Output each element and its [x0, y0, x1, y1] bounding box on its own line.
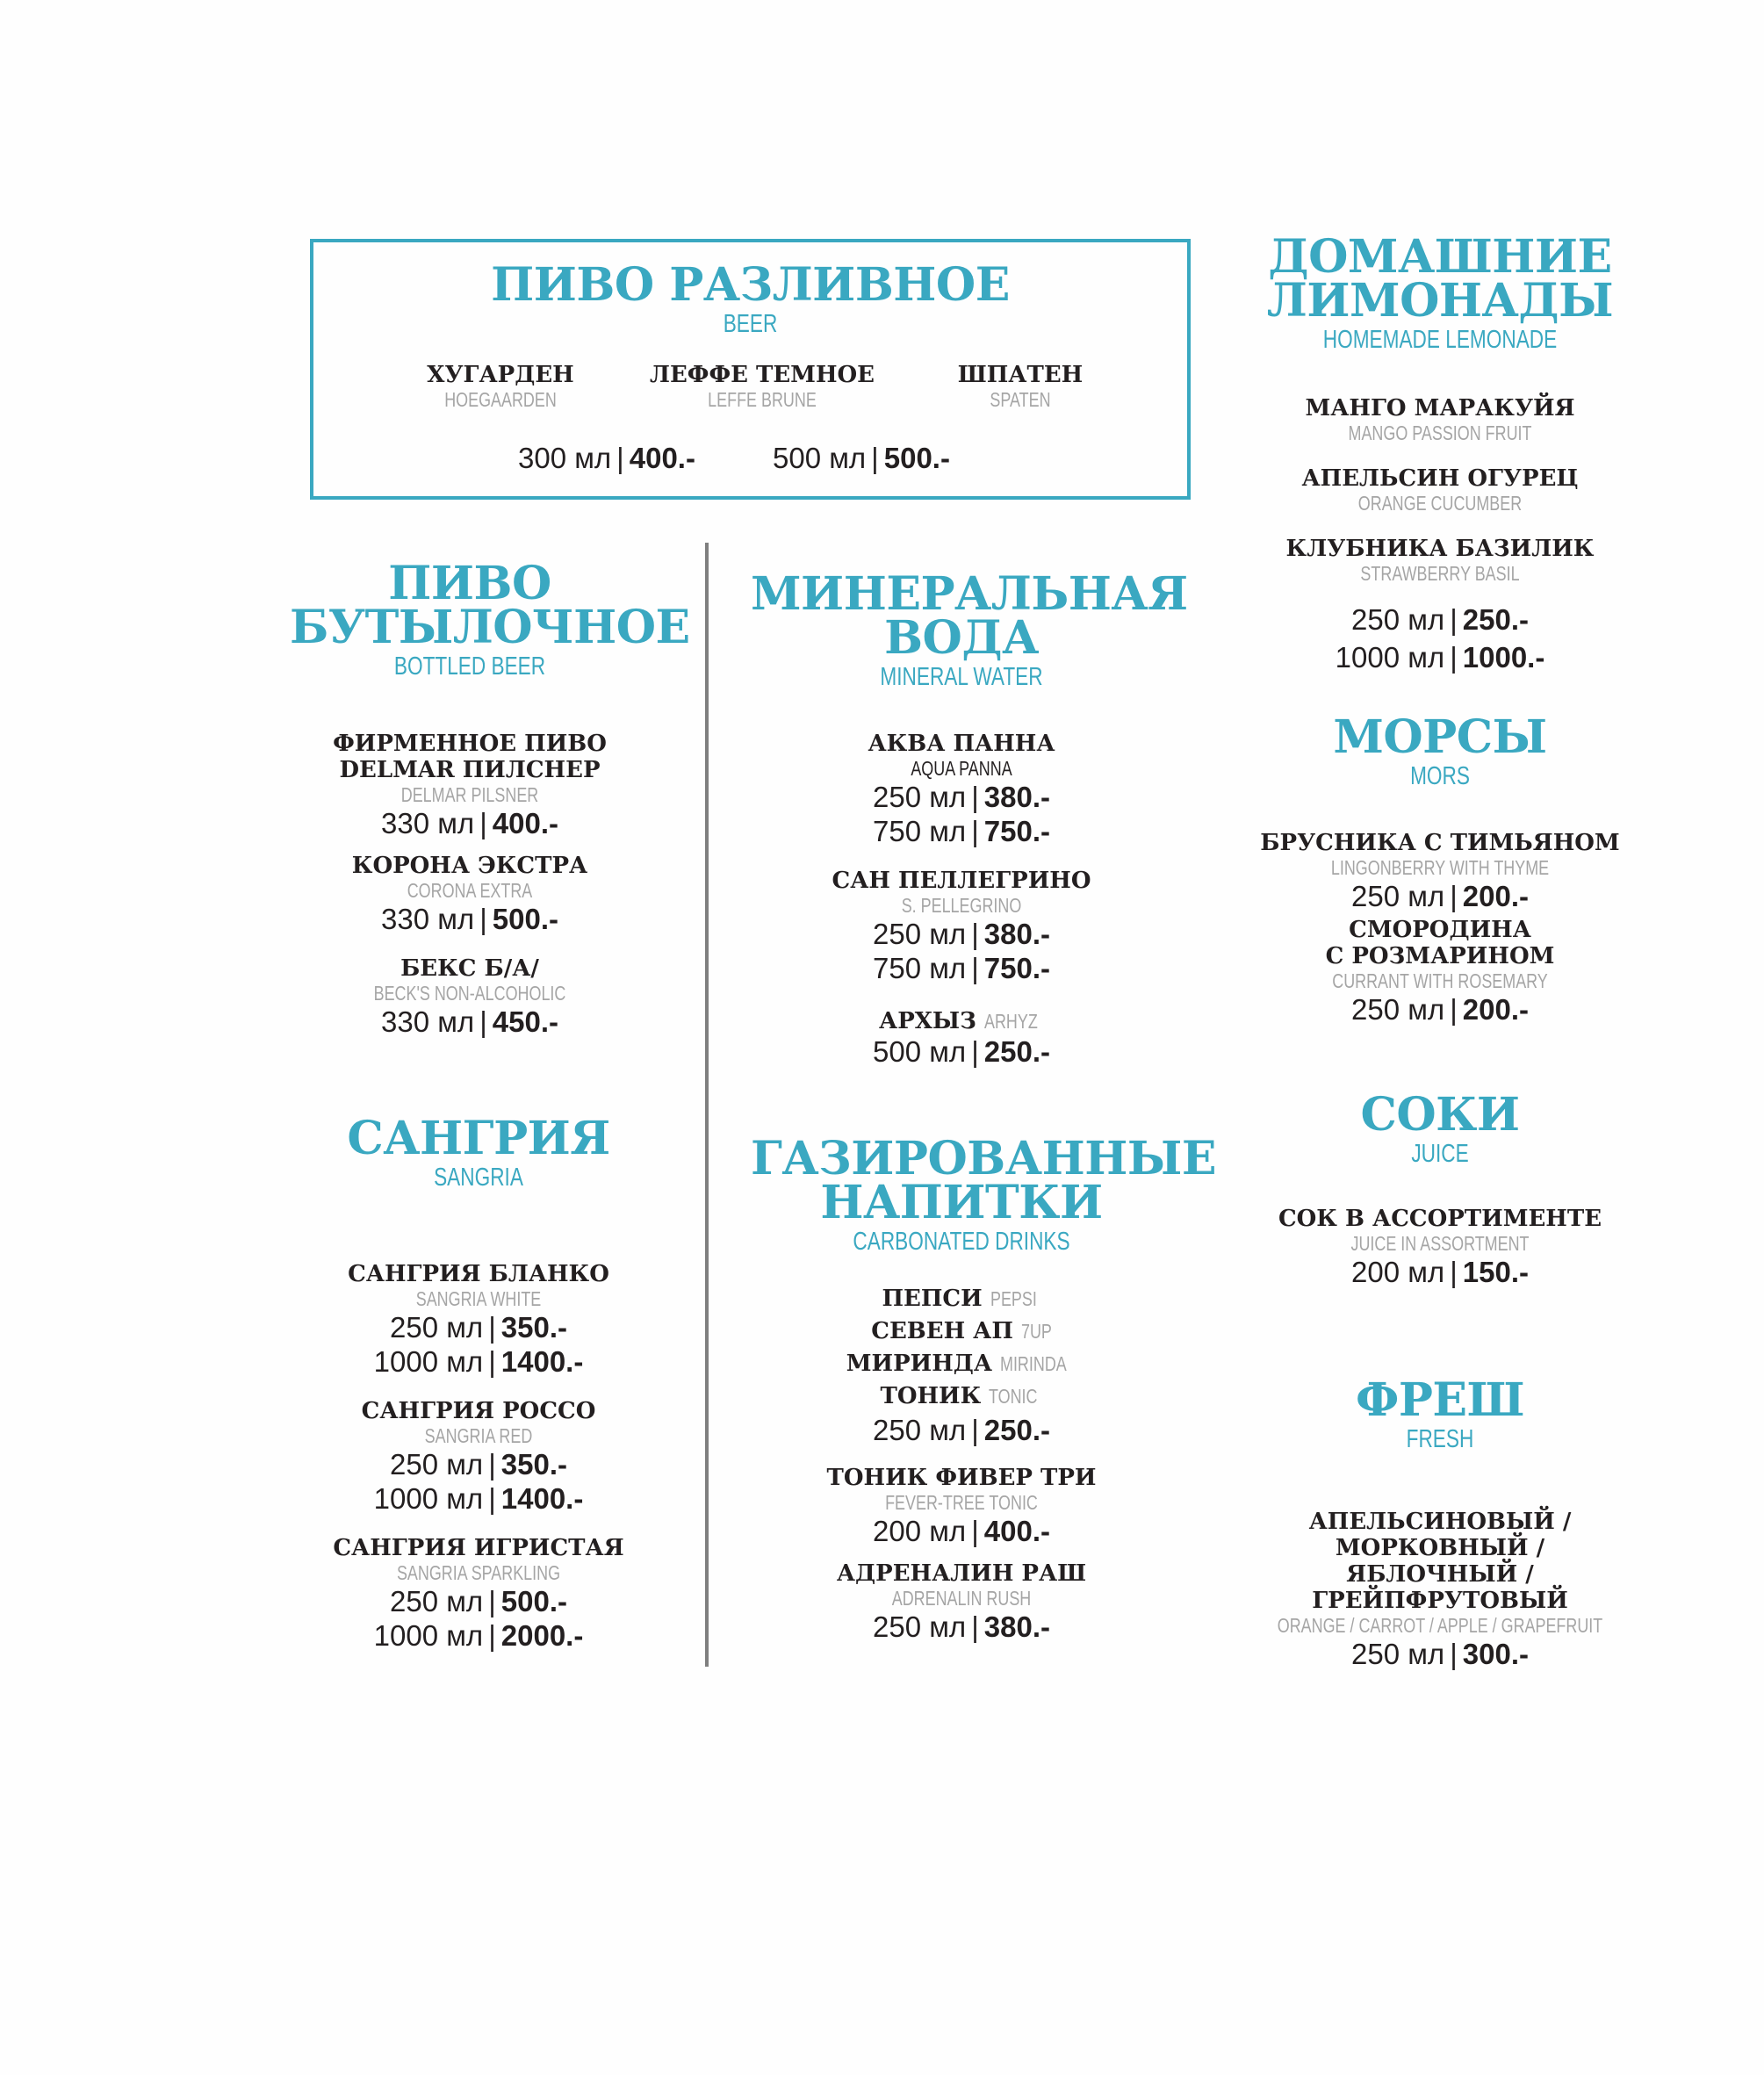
- price-amount: 400.-: [492, 807, 558, 839]
- price-volume: 250 мл: [390, 1448, 484, 1481]
- price-amount: 350.-: [500, 1311, 567, 1344]
- menu-item: [751, 868, 1172, 985]
- item-name: КЛУБНИКА БАЗИЛИК: [1285, 536, 1595, 562]
- menu-item-group: [751, 1283, 1172, 1447]
- price-separator: |: [971, 1035, 979, 1068]
- item-english-name: SANGRIA SPARKLING: [396, 1561, 561, 1584]
- price-volume: 250 мл: [1351, 993, 1445, 1026]
- price-separator: |: [971, 1610, 979, 1643]
- item-english-name: LINGONBERRY WITH THYME: [1330, 856, 1550, 879]
- section-title: СОКИ: [1360, 1088, 1520, 1142]
- price-volume: 1000 мл: [1335, 641, 1445, 674]
- juice-section: [1220, 1088, 1660, 1289]
- price-line: [299, 1481, 659, 1516]
- price-amount: 1400.-: [500, 1345, 584, 1378]
- item-english-name: TONIC: [989, 1385, 1038, 1408]
- price-volume: 330 мл: [381, 807, 475, 839]
- section-subtitle: BOTTLED BEER: [393, 652, 546, 681]
- menu-item: [1229, 395, 1651, 444]
- item-english-name: MANGO PASSION FRUIT: [1348, 421, 1532, 444]
- price-separator: |: [871, 442, 879, 474]
- item-name-text: АРХЫЗ: [879, 1008, 976, 1034]
- price-line: [751, 1413, 1172, 1447]
- item-name: ШПАТЕН: [957, 362, 1084, 388]
- price-line: [290, 1005, 650, 1039]
- section-title: [1229, 230, 1651, 328]
- price-amount: 200.-: [1462, 993, 1529, 1026]
- item-name: САНГРИЯ РОССО: [361, 1398, 596, 1424]
- section-title-line: ВОДА: [884, 611, 1039, 665]
- price-separator: |: [488, 1311, 496, 1344]
- item-name: ГРЕЙПФРУТОВЫЙ: [1312, 1588, 1568, 1614]
- price-amount: 400.-: [983, 1515, 1050, 1547]
- item-name: БЕКС Б/А/: [400, 955, 539, 982]
- item-english-name: ORANGE / CARROT / APPLE / GRAPEFRUIT: [1277, 1614, 1603, 1637]
- price-volume: 200 мл: [1351, 1256, 1445, 1288]
- price-separator: |: [971, 1414, 979, 1446]
- price-volume: 250 мл: [873, 1610, 967, 1643]
- item-name: САНГРИЯ БЛАНКО: [348, 1261, 609, 1287]
- price-line: [751, 951, 1172, 985]
- menu-item: [299, 1535, 659, 1653]
- item-english-name: DELMAR PILSNER: [400, 783, 539, 806]
- price-separator: |: [479, 1005, 487, 1038]
- item-name: [751, 1315, 1172, 1348]
- section-title: САНГРИЯ: [347, 1112, 610, 1165]
- price-separator: |: [1450, 603, 1458, 636]
- menu-item: [1220, 1206, 1660, 1289]
- price-line: [751, 1610, 1172, 1644]
- item-name: [751, 1348, 1172, 1380]
- price-volume: 300 мл: [518, 442, 612, 474]
- section-subtitle: FRESH: [1406, 1425, 1474, 1453]
- menu-item: [1220, 830, 1660, 913]
- price-volume: 1000 мл: [373, 1619, 484, 1652]
- section-title-line: НАПИТКИ: [820, 1176, 1103, 1229]
- price-volume: 250 мл: [873, 918, 967, 950]
- item-name-text: ПЕПСИ: [882, 1286, 983, 1312]
- section-title: [751, 567, 1188, 665]
- price-amount: 200.-: [1462, 880, 1529, 912]
- price-amount: 300.-: [1462, 1638, 1529, 1670]
- price-amount: 750.-: [983, 952, 1050, 984]
- section-title: ПИВО РАЗЛИВНОЕ: [491, 258, 1010, 312]
- price-amount: 500.-: [500, 1585, 567, 1617]
- price-amount: 400.-: [629, 442, 695, 474]
- price-amount: 250.-: [983, 1414, 1050, 1446]
- price-volume: 250 мл: [873, 781, 967, 813]
- menu-item: [751, 1560, 1172, 1644]
- menu-item: [290, 853, 650, 936]
- item-english-name: S. PELLEGRINO: [901, 894, 1022, 917]
- item-name: С РОЗМАРИНОМ: [1325, 943, 1555, 969]
- price-volume: 750 мл: [873, 952, 967, 984]
- price-line: [751, 1514, 1172, 1548]
- item-english-name: MIRINDA: [1000, 1352, 1067, 1375]
- price-line: [751, 780, 1172, 814]
- price-line: [751, 917, 1172, 951]
- section-subtitle: SANGRIA: [434, 1164, 523, 1192]
- item-english-name: PEPSI: [990, 1287, 1037, 1310]
- price-separator: |: [479, 903, 487, 935]
- item-name: АКВА ПАННА: [868, 731, 1055, 757]
- price-amount: 750.-: [983, 815, 1050, 847]
- price-line: [1220, 992, 1660, 1027]
- item-name: МАНГО МАРАКУЙЯ: [1305, 395, 1575, 421]
- sangria-section: [299, 1112, 659, 1653]
- mors-section: [1220, 710, 1660, 1027]
- price-volume: 250 мл: [1351, 880, 1445, 912]
- price-amount: 450.-: [492, 1005, 558, 1038]
- price-volume: 250 мл: [1351, 603, 1445, 636]
- price-volume: 330 мл: [381, 1005, 475, 1038]
- item-english-name: BECK'S NON-ALCOHOLIC: [373, 982, 566, 1005]
- item-name: САНГРИЯ ИГРИСТАЯ: [333, 1535, 624, 1561]
- menu-item: [1229, 465, 1651, 515]
- draft-beer-section: [310, 258, 1191, 339]
- item-english-name: SANGRIA RED: [424, 1424, 533, 1447]
- section-title: ФРЕШ: [1355, 1373, 1524, 1427]
- item-name: СМОРОДИНА: [1349, 917, 1531, 943]
- price-line: [299, 1344, 659, 1379]
- menu-item: [1220, 1509, 1660, 1671]
- item-english-name: ORANGE CUCUMBER: [1357, 492, 1523, 515]
- price-separator: |: [1450, 641, 1458, 674]
- item-name-text: ТОНИК: [880, 1383, 982, 1409]
- item-name-text: МИРИНДА: [846, 1351, 993, 1377]
- price-volume: 750 мл: [873, 815, 967, 847]
- price-separator: |: [488, 1482, 496, 1515]
- price-line: [299, 1584, 659, 1618]
- item-name: АПЕЛЬСИН ОГУРЕЦ: [1301, 465, 1579, 492]
- price-amount: 500.-: [492, 903, 558, 935]
- price-separator: |: [971, 952, 979, 984]
- price-separator: |: [1450, 880, 1458, 912]
- menu-item: [622, 362, 903, 411]
- price-separator: |: [971, 781, 979, 813]
- item-name: МОРКОВНЫЙ /: [1335, 1535, 1545, 1561]
- price-amount: 1400.-: [500, 1482, 584, 1515]
- item-name: АДРЕНАЛИН РАШ: [836, 1560, 1087, 1587]
- price-amount: 250.-: [983, 1035, 1050, 1068]
- menu-item: [386, 362, 615, 411]
- item-english-name: ADRENALIN RUSH: [891, 1587, 1032, 1610]
- mineral-water-section: [751, 567, 1188, 1069]
- menu-item: [751, 1465, 1172, 1548]
- section-title-line: БУТЫЛОЧНОЕ: [290, 601, 690, 654]
- menu-item: [1229, 536, 1651, 585]
- price-volume: 200 мл: [873, 1515, 967, 1547]
- price-line: [518, 441, 695, 475]
- price-volume: 500 мл: [873, 1035, 967, 1068]
- item-name: СОК В АССОРТИМЕНТЕ: [1278, 1206, 1602, 1232]
- lemonade-section: [1229, 230, 1651, 676]
- item-name: [751, 1380, 1172, 1413]
- section-subtitle: CARBONATED DRINKS: [853, 1228, 1070, 1256]
- price-amount: 380.-: [983, 1610, 1050, 1643]
- item-name: САН ПЕЛЛЕГРИНО: [832, 868, 1091, 894]
- price-separator: |: [488, 1345, 496, 1378]
- price-amount: 380.-: [983, 781, 1050, 813]
- price-line: [1229, 601, 1651, 638]
- price-separator: |: [488, 1585, 496, 1617]
- price-volume: 500 мл: [773, 442, 867, 474]
- menu-item: [1220, 917, 1660, 1027]
- price-volume: 1000 мл: [373, 1482, 484, 1515]
- price-amount: 2000.-: [500, 1619, 584, 1652]
- price-line: [290, 902, 650, 936]
- item-english-name: FEVER-TREE TONIC: [885, 1491, 1038, 1514]
- section-title: [290, 557, 690, 654]
- section-title: МОРСЫ: [1333, 710, 1547, 764]
- price-line: [290, 806, 650, 840]
- menu-item: [751, 1008, 1172, 1069]
- menu-item: [290, 731, 650, 840]
- item-name: ТОНИК ФИВЕР ТРИ: [826, 1465, 1097, 1491]
- item-english-name: 7UP: [1020, 1320, 1052, 1343]
- section-title-line: ГАЗИРОВАННЫЕ: [751, 1132, 1216, 1185]
- section-subtitle: JUICE: [1411, 1140, 1469, 1168]
- column-divider: [705, 543, 709, 1667]
- price-line: [1220, 1637, 1660, 1671]
- price-line: [1220, 1255, 1660, 1289]
- item-english-name: JUICE IN ASSORTMENT: [1350, 1232, 1530, 1255]
- price-line: [751, 1034, 1172, 1069]
- price-amount: 380.-: [983, 918, 1050, 950]
- item-english-name: CURRANT WITH ROSEMARY: [1332, 969, 1548, 992]
- menu-item: [290, 955, 650, 1039]
- item-english-name: ARHYZ: [984, 1010, 1038, 1033]
- item-name: ЛЕФФЕ ТЕМНОЕ: [650, 362, 875, 388]
- item-english-name: LEFFE BRUNE: [708, 388, 817, 411]
- section-title-line: ПИВО: [388, 557, 551, 610]
- menu-item: [915, 362, 1126, 411]
- section-title-line: ДОМАШНИЕ: [1268, 230, 1612, 284]
- price-amount: 1000.-: [1462, 641, 1545, 674]
- item-english-name: CORONA EXTRA: [407, 879, 533, 902]
- menu-item: [299, 1398, 659, 1516]
- section-subtitle: HOMEMADE LEMONADE: [1322, 326, 1558, 354]
- price-volume: 1000 мл: [373, 1345, 484, 1378]
- item-name: [751, 1283, 1172, 1315]
- price-amount: 500.-: [883, 442, 950, 474]
- section-title-line: МИНЕРАЛЬНАЯ: [751, 567, 1188, 621]
- item-name: ФИРМЕННОЕ ПИВО: [333, 731, 607, 757]
- price-amount: 350.-: [500, 1448, 567, 1481]
- price-separator: |: [971, 918, 979, 950]
- price-separator: |: [488, 1619, 496, 1652]
- price-line: [299, 1618, 659, 1653]
- price-line: [751, 814, 1172, 848]
- item-name-text: СЕВЕН АП: [871, 1318, 1013, 1344]
- menu-item: [299, 1261, 659, 1379]
- price-separator: |: [479, 807, 487, 839]
- section-subtitle: MORS: [1410, 762, 1470, 790]
- price-separator: |: [1450, 1638, 1458, 1670]
- item-english-name: SPATEN: [990, 388, 1051, 411]
- section-subtitle: BEER: [723, 310, 778, 338]
- section-title: [751, 1132, 1216, 1229]
- fresh-section: [1220, 1373, 1660, 1671]
- price-volume: 250 мл: [390, 1311, 484, 1344]
- item-english-name: STRAWBERRY BASIL: [1360, 562, 1520, 585]
- item-name: АПЕЛЬСИНОВЫЙ /: [1308, 1509, 1572, 1535]
- price-amount: 150.-: [1462, 1256, 1529, 1288]
- price-separator: |: [971, 815, 979, 847]
- item-name: [751, 1008, 1172, 1034]
- item-name: DELMAR ПИЛСНЕР: [339, 757, 601, 783]
- item-english-name: AQUA PANNA: [911, 757, 1012, 780]
- item-name: ЯБЛОЧНЫЙ /: [1346, 1561, 1534, 1588]
- section-subtitle: MINERAL WATER: [880, 663, 1043, 691]
- price-volume: 250 мл: [390, 1585, 484, 1617]
- item-name: КОРОНА ЭКСТРА: [351, 853, 588, 879]
- price-separator: |: [616, 442, 624, 474]
- price-line: [773, 441, 950, 475]
- item-english-name: HOEGAARDEN: [444, 388, 557, 411]
- bottled-beer-section: [290, 557, 690, 1039]
- price-line: [1220, 879, 1660, 913]
- price-volume: 250 мл: [1351, 1638, 1445, 1670]
- price-volume: 330 мл: [381, 903, 475, 935]
- menu-item: [751, 731, 1172, 848]
- section-title-line: ЛИМОНАДЫ: [1266, 274, 1614, 328]
- price-line: [299, 1310, 659, 1344]
- price-line: [1229, 638, 1651, 676]
- price-separator: |: [971, 1515, 979, 1547]
- item-name: БРУСНИКА С ТИМЬЯНОМ: [1260, 830, 1620, 856]
- carbonated-drinks-section: [751, 1132, 1216, 1644]
- item-name: ХУГАРДЕН: [427, 362, 574, 388]
- price-separator: |: [1450, 993, 1458, 1026]
- price-volume: 250 мл: [873, 1414, 967, 1446]
- price-separator: |: [1450, 1256, 1458, 1288]
- price-line: [299, 1447, 659, 1481]
- price-amount: 250.-: [1462, 603, 1529, 636]
- price-separator: |: [488, 1448, 496, 1481]
- item-english-name: SANGRIA WHITE: [415, 1287, 542, 1310]
